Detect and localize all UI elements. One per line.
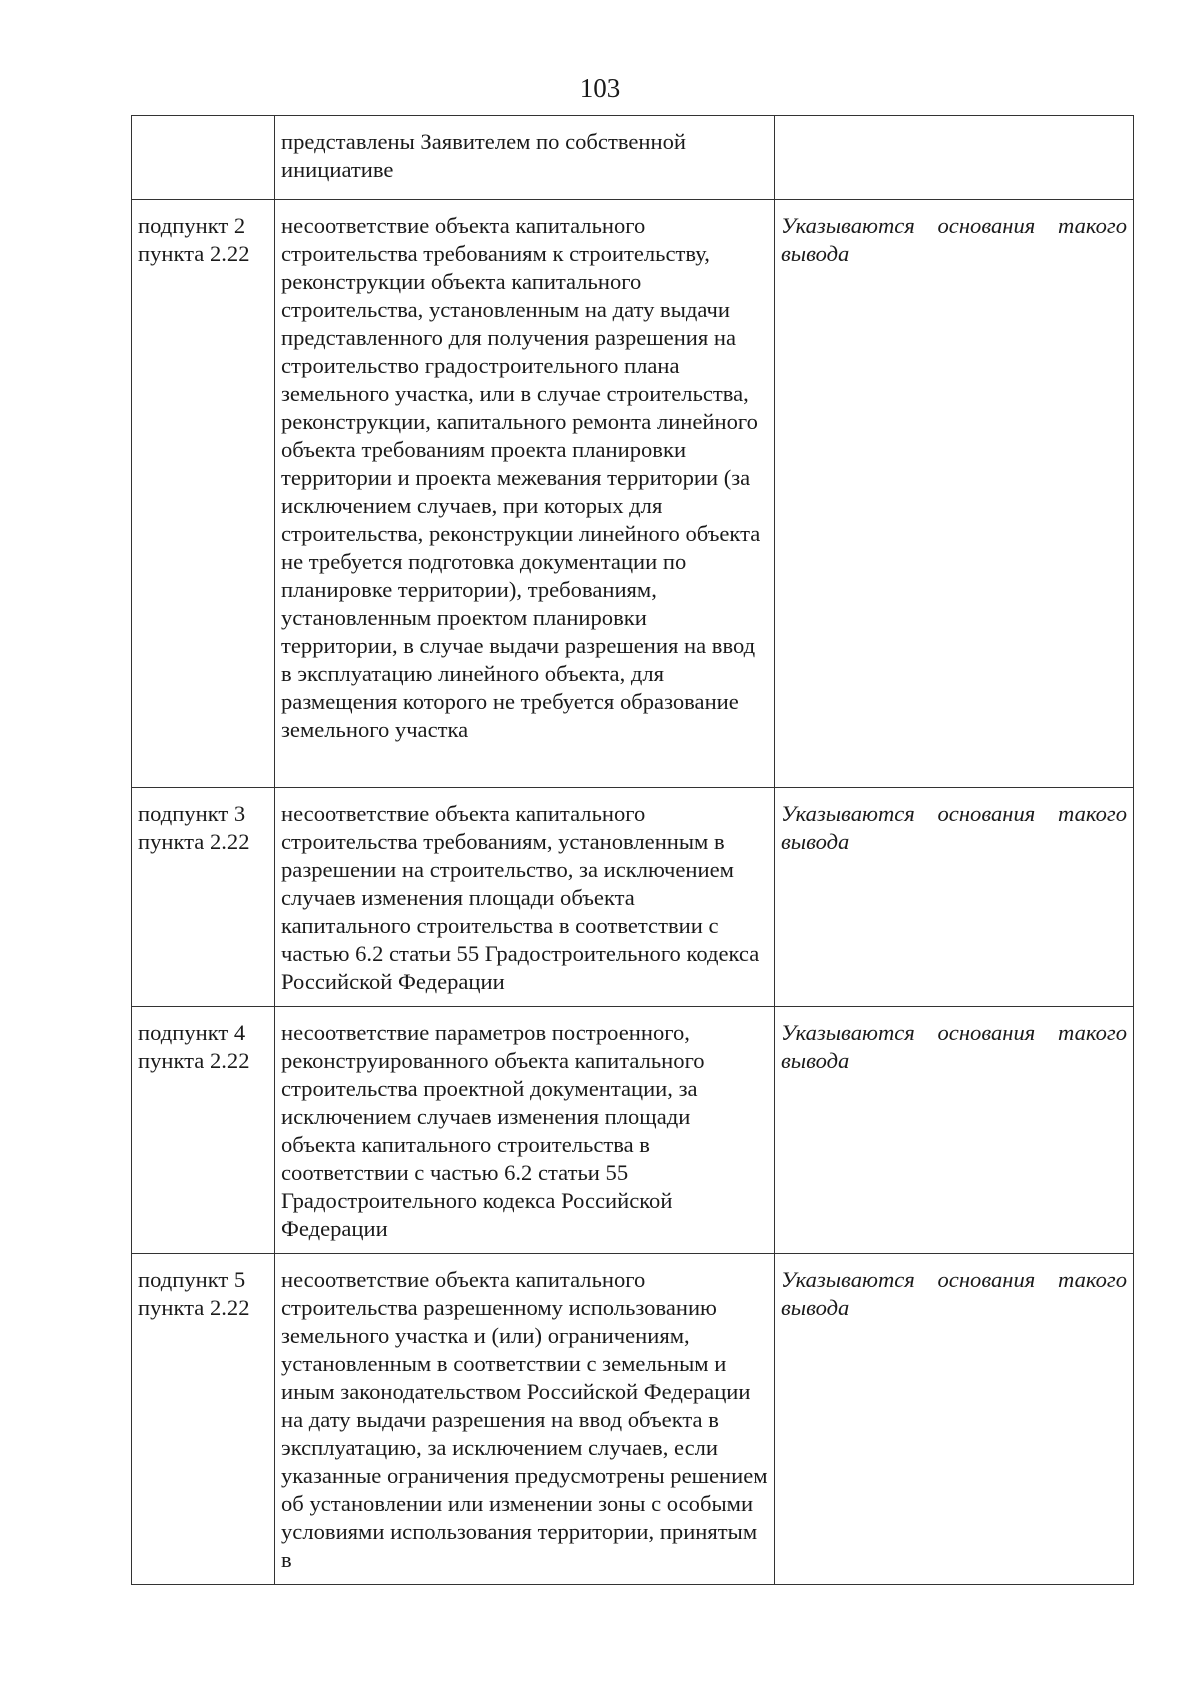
row-note-text: Указываются основания такого (781, 1020, 1127, 1045)
row-reference-cell: подпункт 5 пункта 2.22 (132, 1254, 275, 1585)
row-reference-cell (132, 116, 275, 200)
row-note-text-continued: вывода (781, 1048, 850, 1073)
table-row (132, 788, 1134, 1007)
row-note-cell (775, 116, 1134, 200)
row-reference-cell: подпункт 2 пункта 2.22 (132, 200, 275, 788)
table-row (132, 1007, 1134, 1254)
row-note-text-continued: вывода (781, 829, 850, 854)
row-description-cell: представлены Заявителем по собственной инициативе (275, 116, 775, 200)
row-note-cell (775, 788, 1134, 1007)
table-row (132, 116, 1134, 200)
row-reference-cell: подпункт 3 пункта 2.22 (132, 788, 275, 1007)
row-description-cell: несоответствие объекта капитального строительства разрешенному использованию земельного участка и (или) ограничениям, установленным в соответствии с земельным и иным законодательством Российской Федерации на дату выдачи разрешения на ввод объекта в эксплуатацию, за исключением случаев, если указанные ограничения предусмотрены решением об установлении или изменении зоны с особыми условиями использования территории, принятым в (275, 1254, 775, 1585)
row-note-text: Указываются основания такого (781, 1267, 1127, 1292)
row-description-cell: несоответствие объекта капитального строительства требованиям, установленным в разрешении на строительство, за исключением случаев изменения площади объекта капитального строительства в соответствии с частью 6.2 статьи 55 Градостроительного кодекса Российской Федерации (275, 788, 775, 1007)
table-row (132, 200, 1134, 788)
row-note-cell (775, 1254, 1134, 1585)
page-number: 103 (579, 73, 621, 103)
row-note-text-continued: вывода (781, 241, 850, 266)
row-note-text: Указываются основания такого (781, 213, 1127, 238)
row-note-cell (775, 200, 1134, 788)
row-note-text: Указываются основания такого (781, 801, 1127, 826)
row-description-cell: несоответствие параметров построенного, реконструированного объекта капитального строительства проектной документации, за исключением случаев изменения площади объекта капитального строительства в соответствии с частью 6.2 статьи 55 Градостроительного кодекса Российской Федерации (275, 1007, 775, 1254)
row-note-cell (775, 1007, 1134, 1254)
grounds-table (131, 115, 1134, 1585)
row-note-text-continued: вывода (781, 1295, 850, 1320)
row-reference-cell: подпункт 4 пункта 2.22 (132, 1007, 275, 1254)
row-description-cell: несоответствие объекта капитального строительства требованиям к строительству, реконструкции объекта капитального строительства, установленным на дату выдачи представленного для получения разрешения на строительство градостроительного плана земельного участка, или в случае строительства, реконструкции, капитального ремонта линейного объекта требованиям проекта планировки территории и проекта межевания территории (за исключением случаев, при которых для строительства, реконструкции линейного объекта не требуется подготовка документации по планировке территории), требованиям, установленным проектом планировки территории, в случае выдачи разрешения на ввод в эксплуатацию линейного объекта, для размещения которого не требуется образование земельного участка (275, 200, 775, 788)
table-row (132, 1254, 1134, 1585)
